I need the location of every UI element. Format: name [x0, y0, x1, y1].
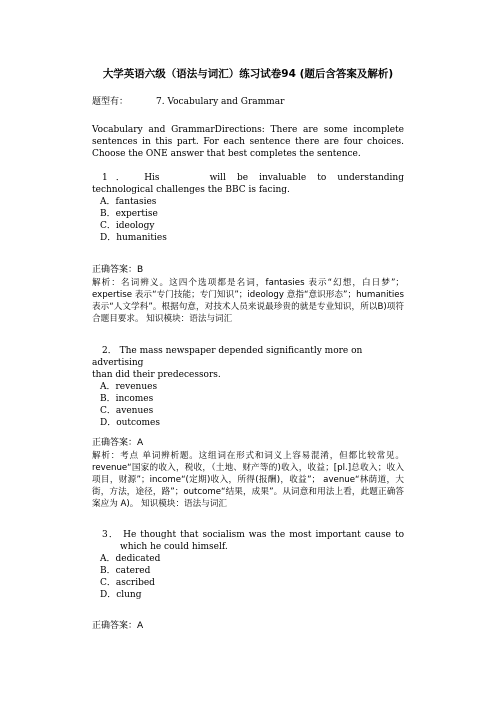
option-b: B．incomes: [100, 394, 154, 404]
answer-explanation: 解析：名词辨义。这四个选项都是名词，fantasies 表示“幻想，白日梦”；expertise 表示“专门技能；专门知识”；ideology 意指“意识形态”；humanities 表示“人文学科”。根据句意，对技术人员来说最珍贵的就是专业知识，所以B)项符合题目要求。 知识模块：语法与词汇: [92, 278, 404, 324]
question-stem: [92, 529, 404, 553]
section-directions: Vocabulary and GrammarDirections: There are some incomplete sentences in this part. For each sentence there are four choices. Choose the ONE answer that best completes the sentence.: [92, 125, 404, 159]
option-c: C．ascribed: [100, 578, 155, 588]
answer-explanation: 解析：考点 单词辨析题。这组词在形式和词义上容易混淆，但都比较常见。revenue“国家的收入，税收，（土地、财产等的)收入，收益；[pl.]总收入；收入项目，财源”；income“(定期)收入，所得(报酬)，收益”； avenue“林荫道，大街，方法，途径，路”；outcome“结果，成果”。从词意和用法上看，此题正确答案应为 A)。 知识模块：语法与词汇: [92, 451, 404, 509]
question-stem: [92, 172, 404, 196]
option-c: C．avenues: [100, 406, 154, 416]
option-a: A．fantasies: [100, 197, 157, 207]
correct-answer: 正确答案：A: [92, 621, 144, 631]
document-title: 大学英语六级（语法与词汇）练习试卷94 (题后含答案及解析): [102, 68, 394, 80]
correct-answer: 正确答案：B: [92, 265, 144, 275]
question-stem-text: He thought that socialism was the most important cause to which he could himself.: [120, 530, 404, 552]
correct-answer: 正确答案：A: [92, 438, 144, 448]
question-1: [92, 172, 404, 244]
question-stem: [92, 345, 404, 381]
question-type-label: 题型有：: [92, 97, 129, 107]
option-a: A．revenues: [100, 382, 158, 392]
option-d: D．outcomes: [100, 418, 160, 428]
question-3: [92, 529, 404, 601]
question-number: 1．: [102, 173, 134, 183]
option-d: D．humanities: [100, 233, 167, 243]
question-stem-before: His: [144, 173, 160, 183]
option-a: A．dedicated: [100, 554, 161, 564]
option-c: C．ideology: [100, 221, 155, 231]
option-b: B．expertise: [100, 209, 158, 219]
option-b: B．catered: [100, 566, 151, 576]
question-type-line: [92, 96, 284, 108]
question-stem-before: The mass newspaper depended significantly more on advertising: [92, 346, 363, 368]
question-number: 2．: [102, 346, 117, 356]
option-d: D．clung: [100, 590, 142, 600]
question-number: 3．: [102, 530, 120, 540]
question-stem-after: will be invaluable to understanding technological challenges the BBC is facing.: [92, 173, 404, 195]
question-type-value: 7. Vocabulary and Grammar: [156, 97, 285, 107]
question-2: [92, 345, 404, 429]
question-stem-after: than did their predecessors.: [92, 370, 221, 380]
